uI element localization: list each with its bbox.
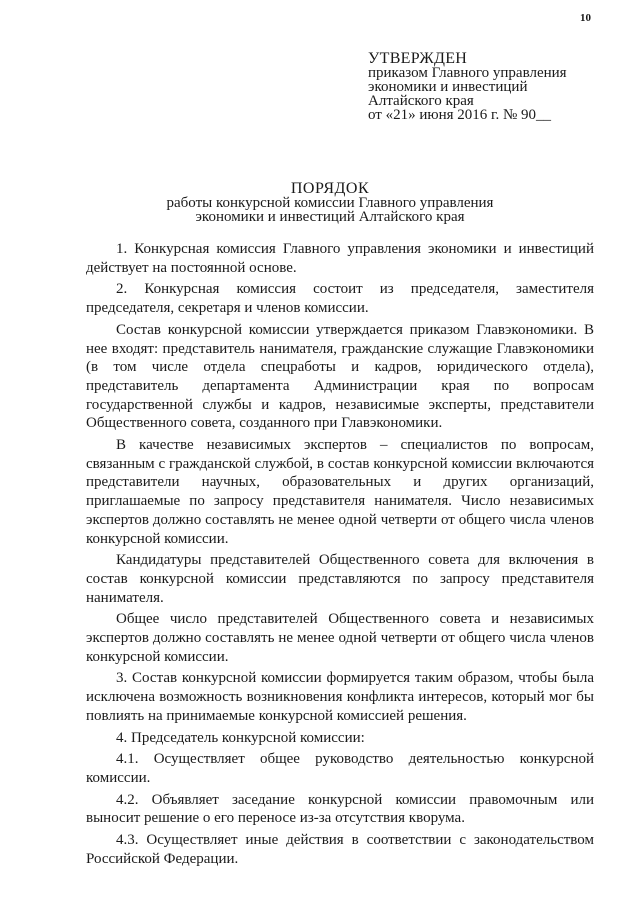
approval-title: УТВЕРЖДЕН (368, 50, 468, 67)
paragraph-1: 1. Конкурсная комиссия Главного управления экономики и инвестиций действует на постоянной основе. (86, 241, 594, 276)
document-body (86, 240, 594, 872)
document-subtitle-line: экономики и инвестиций Алтайского края (195, 209, 465, 225)
paragraph-experts: В качестве независимых экспертов – специалистов по вопросам, связанным с гражданской службой, в состав конкурсной комиссии включаются представители научных, образовательных и других организаций, приглашаемые по запросу представителя нанимателя. Число независимых экспертов должно составлять не менее одной четверти от общего числа членов конкурсной комиссии. (86, 437, 594, 547)
approval-line: Алтайского края (368, 93, 474, 109)
document-subtitle-line: работы конкурсной комиссии Главного управления (166, 195, 494, 211)
paragraph-total-number: Общее число представителей Общественного совета и независимых экспертов должно составлять не менее одной четверти от общего числа членов конкурсной комиссии. (86, 611, 594, 665)
document-heading (40, 182, 620, 224)
paragraph-composition: Состав конкурсной комиссии утверждается приказом Главэкономики. В нее входят: представитель нанимателя, гражданские служащие Главэкономики (в том числе отдела спецработы и кадров, юридического отдела), представитель департамента Администрации края по вопросам государственной службы и кадров, независимые эксперты, представители Общественного совета, созданного при Главэкономики. (86, 321, 594, 432)
document-title: ПОРЯДОК (290, 180, 370, 197)
paragraph-4-3: 4.3. Осуществляет иные действия в соответствии с законодательством Российской Федерации. (86, 832, 594, 867)
approval-stamp (368, 52, 628, 122)
page-number: 10 (580, 12, 591, 24)
paragraph-candidates: Кандидатуры представителей Общественного совета для включения в состав конкурсной комиссии представляются по запросу представителя нанимателя. (86, 552, 594, 606)
approval-date-line: от «21» июня 2016 г. № 90__ (368, 107, 552, 123)
paragraph-4-2: 4.2. Объявляет заседание конкурсной комиссии правомочным или выносит решение о его переносе из-за отсутствия кворума. (86, 791, 594, 827)
paragraph-3: 3. Состав конкурсной комиссии формируется таким образом, чтобы была исключена возможность возникновения конфликта интересов, который мог бы повлиять на принимаемые конкурсной комиссией решения. (86, 670, 594, 724)
paragraph-2: 2. Конкурсная комиссия состоит из председателя, заместителя председателя, секретаря и членов комиссии. (86, 281, 594, 317)
approval-line: приказом Главного управления (368, 65, 567, 81)
approval-line: экономики и инвестиций (368, 79, 528, 95)
paragraph-4: 4. Председатель конкурсной комиссии: (116, 729, 365, 746)
paragraph-4-1: 4.1. Осуществляет общее руководство деятельностью конкурсной комиссии. (86, 751, 594, 786)
